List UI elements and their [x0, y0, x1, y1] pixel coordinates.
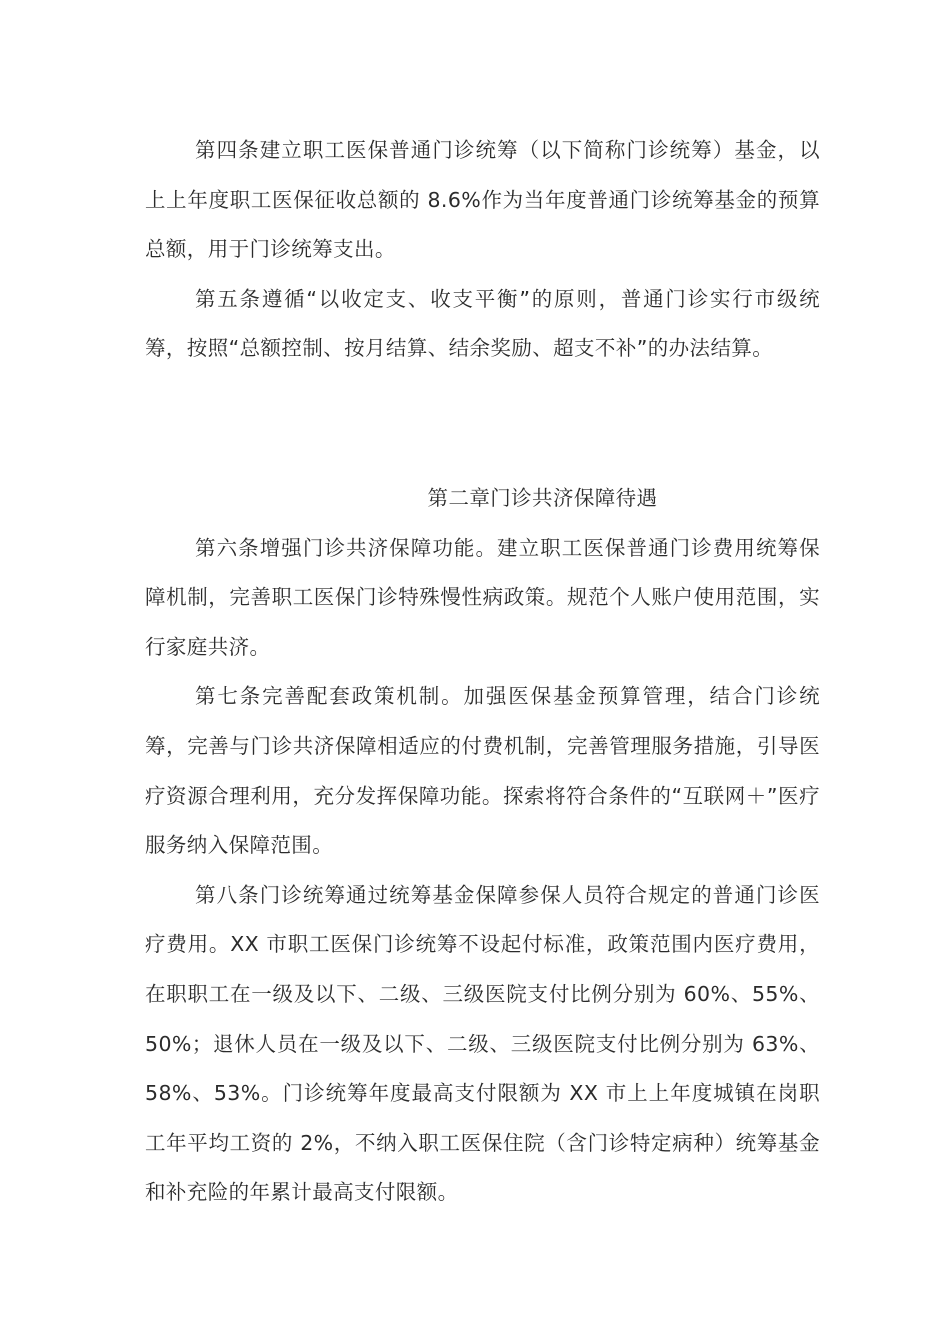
article-section-2	[145, 474, 820, 1218]
article-section-1	[145, 126, 820, 374]
article-7-paragraph: 第七条完善配套政策机制。加强医保基金预算管理，结合门诊统筹，完善与门诊共济保障相适应的付费机制，完善管理服务措施，引导医疗资源合理利用，充分发挥保障功能。探索将符合条件的“互联网＋”医疗服务纳入保障范围。	[145, 684, 820, 858]
article-5-paragraph: 第五条遵循“以收定支、收支平衡”的原则，普通门诊实行市级统筹，按照“总额控制、按月结算、结余奖励、超支不补”的办法结算。	[145, 286, 820, 361]
article-8-paragraph: 第八条门诊统筹通过统筹基金保障参保人员符合规定的普通门诊医疗费用。XX 市职工医保门诊统筹不设起付标准，政策范围内医疗费用，在职职工在一级及以下、二级、三级医院支付比例分别为 60%、55%、50%；退休人员在一级及以下、二级、三级医院支付比例分别为 63%、58%、53%。门诊统筹年度最高支付限额为 XX 市上上年度城镇在岗职工年平均工资的 2%，不纳入职工医保住院（含门诊特定病种）统筹基金和补充险的年累计最高支付限额。	[145, 882, 820, 1205]
article-6-paragraph: 第六条增强门诊共济保障功能。建立职工医保普通门诊费用统筹保障机制，完善职工医保门诊特殊慢性病政策。规范个人账户使用范围，实行家庭共济。	[145, 535, 820, 659]
chapter-2-title: 第二章门诊共济保障待遇	[427, 486, 658, 510]
article-4-paragraph: 第四条建立职工医保普通门诊统筹（以下简称门诊统筹）基金，以上上年度职工医保征收总额的 8.6%作为当年度普通门诊统筹基金的预算总额，用于门诊统筹支出。	[145, 138, 820, 262]
